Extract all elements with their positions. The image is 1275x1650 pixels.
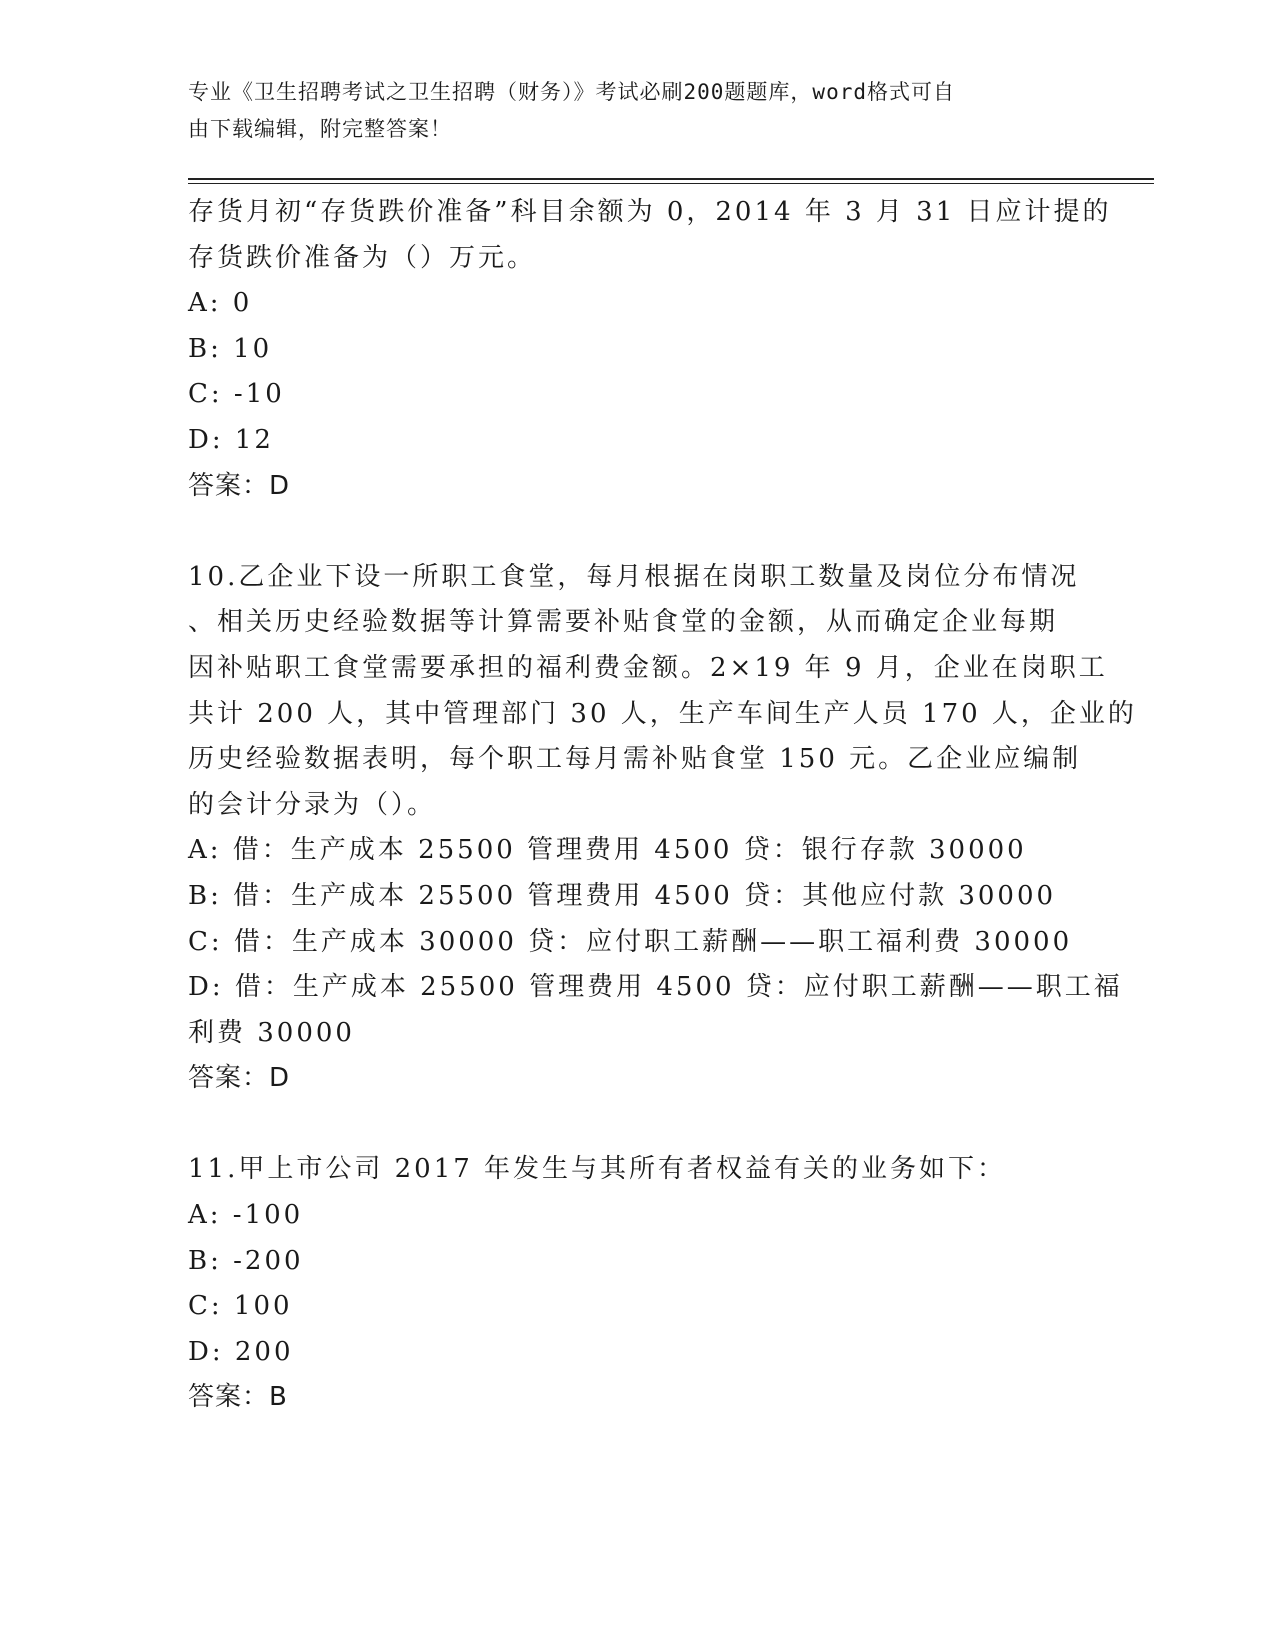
header-line-2: 由下载编辑，附完整答案！: [188, 117, 452, 141]
option-a: A: 借：生产成本 25500 管理费用 4500 贷：银行存款 30000: [188, 835, 1027, 866]
document-header: [188, 74, 1068, 148]
option-b: B: -200: [188, 1245, 304, 1276]
question-stem-line: 共计 200 人，其中管理部门 30 人，生产车间生产人员 170 人，企业的: [188, 698, 1137, 729]
option-c: C: -10: [188, 379, 285, 410]
answer-line: 答案：D: [188, 1063, 291, 1094]
option-d-continued: 利费 30000: [188, 1017, 355, 1048]
option-d: D: 12: [188, 424, 274, 455]
question-stem-line: 11.甲上市公司 2017 年发生与其所有者权益有关的业务如下：: [188, 1154, 1007, 1185]
question-10: [188, 555, 1137, 1102]
option-d: D: 借：生产成本 25500 管理费用 4500 贷：应付职工薪酬——职工福: [188, 972, 1123, 1003]
spacer: [188, 1102, 1088, 1148]
header-divider-thin: [188, 183, 1154, 184]
question-stem-line: 历史经验数据表明，每个职工每月需补贴食堂 150 元。乙企业应编制: [188, 744, 1082, 775]
option-c: C: 100: [188, 1291, 293, 1322]
option-b: B: 借：生产成本 25500 管理费用 4500 贷：其他应付款 30000: [188, 880, 1057, 911]
option-b: B: 10: [188, 333, 273, 364]
answer-line: 答案：B: [188, 1382, 288, 1413]
question-9: [188, 190, 1112, 509]
answer-line: 答案：D: [188, 470, 291, 501]
option-d: D: 200: [188, 1336, 294, 1367]
document-body: [188, 190, 1137, 1421]
question-11: [188, 1147, 1088, 1421]
question-stem-line: 、相关历史经验数据等计算需要补贴食堂的金额，从而确定企业每期: [188, 607, 1059, 638]
question-stem-line: 的会计分录为（）。: [188, 789, 437, 820]
question-stem-line: 因补贴职工食堂需要承担的福利费金额。2×19 年 9 月，企业在岗职工: [188, 652, 1108, 683]
header-divider-thick: [188, 178, 1154, 180]
header-line-1: 专业《卫生招聘考试之卫生招聘（财务）》考试必刷200题题库，word格式可自: [188, 80, 955, 104]
spacer: [188, 509, 1088, 555]
question-stem-line: 存货跌价准备为（）万元。: [188, 242, 537, 273]
option-c: C: 借：生产成本 30000 贷：应付职工薪酬——职工福利费 30000: [188, 926, 1073, 957]
question-stem-line: 存货月初“存货跌价准备”科目余额为 0，2014 年 3 月 31 日应计提的: [188, 197, 1112, 227]
option-a: A: 0: [188, 288, 253, 319]
option-a: A: -100: [188, 1200, 304, 1231]
question-stem-line: 10.乙企业下设一所职工食堂，每月根据在岗职工数量及岗位分布情况: [188, 561, 1080, 592]
